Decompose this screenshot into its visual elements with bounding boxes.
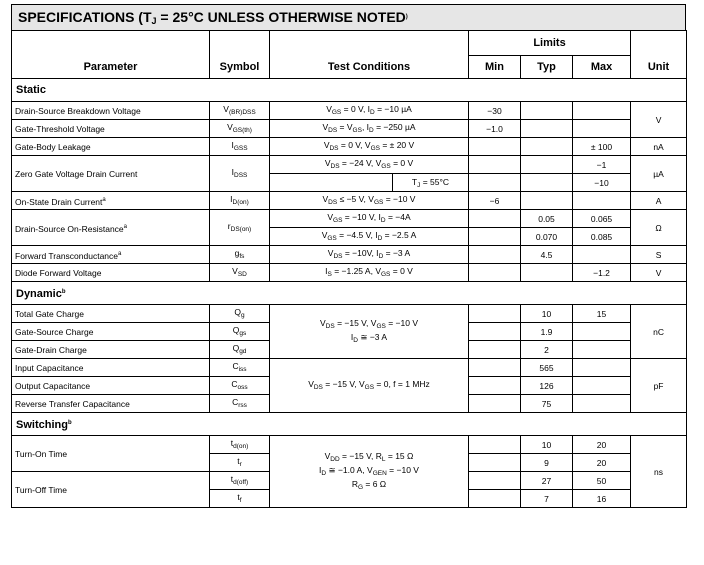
table-row: Total Gate Charge $Q_g$ $V_{DS} = -15$ V, $V_{GS} = -10$ V $I_D$ ≅ −3 A 10 15 nC [12,305,687,323]
header-parameter: Parameter [12,31,210,79]
table-row: Input Capacitance $C_{iss}$ $V_{DS} = -15$ V, $V_{GS} = 0$, f = 1 MHz 565 pF [12,359,687,377]
header-row-1 [12,31,687,56]
table-row: Drain-Source Breakdown Voltage $V_{(BR)DSS}$ $V_{GS} = 0$ V, $I_D = -10$ µA −30 V [12,102,687,120]
section-dynamic: Dynamic$^b$ [12,282,687,305]
header-test-conditions: Test Conditions [270,31,469,79]
section-static: Static [12,79,687,102]
table-row: $t_r$ 9 20 [12,454,687,472]
table-row: On-State Drain Current$^a$ $I_{D(on)}$ $V_{DS} \le -5$ V, $V_{GS} = -10$ V −6 A [12,192,687,210]
table-row: Gate-Drain Charge $Q_{gd}$ 2 [12,341,687,359]
header-symbol: Symbol [210,31,270,79]
table-row: Output Capacitance $C_{oss}$ 126 [12,377,687,395]
spec-title: SPECIFICATIONS ($T_J = 25^\circ C$ UNLESS OTHERWISE NOTED) [11,4,686,31]
table-row: Gate-Threshold Voltage $V_{GS(th)}$ $V_{DS} = V_{GS}$, $I_D = -250$ µA −1.0 [12,120,687,138]
header-min: Min [469,56,521,79]
table-row: Drain-Source On-Resistance$^a$ $r_{DS(on)}$ $V_{GS} = -10$ V, $I_D = -4A$ 0.05 0.065 Ω [12,210,687,228]
table-row: $T_J = 55^\circ C$ −10 [12,174,687,192]
header-max: Max [573,56,631,79]
table-row: $V_{GS} = -4.5$ V, $I_D = -2.5$ A 0.070 0.085 [12,228,687,246]
table-row: Turn-On Time $t_{d(on)}$ $V_{DD} = -15$ V, $R_L = 15$ Ω $I_D$ ≅ −1.0 A, $V_{GEN} = -10$ V $R_G = 6$ Ω 10 20 ns [12,436,687,454]
header-typ: Typ [521,56,573,79]
table-row: Zero Gate Voltage Drain Current $I_{DSS}$ $V_{DS} = -24$ V, $V_{GS} = 0$ V −1 µA [12,156,687,174]
table-row: Diode Forward Voltage $V_{SD}$ $I_S = -1.25$ A, $V_{GS} = 0$ V −1.2 V [12,264,687,282]
header-unit: Unit [631,31,687,79]
table-row: Gate-Source Charge $Q_{gs}$ 1.9 [12,323,687,341]
section-switching: Switching$^b$ [12,413,687,436]
spec-sheet [11,4,686,508]
spec-table [11,30,687,508]
table-row: Gate-Body Leakage $I_{GSS}$ $V_{DS} = 0$ V, $V_{GS}$ = ± 20 V ± 100 nA [12,138,687,156]
table-row: Reverse Transfer Capacitance $C_{rss}$ 75 [12,395,687,413]
table-row: $t_f$ 7 16 [12,490,687,508]
table-row: Forward Transconductance$^a$ $g_{fs}$ $V_{DS} = -10V$, $I_D = -3$ A 4.5 S [12,246,687,264]
table-row: Turn-Off Time $t_{d(off)}$ 27 50 [12,472,687,490]
header-limits: Limits [469,31,631,56]
